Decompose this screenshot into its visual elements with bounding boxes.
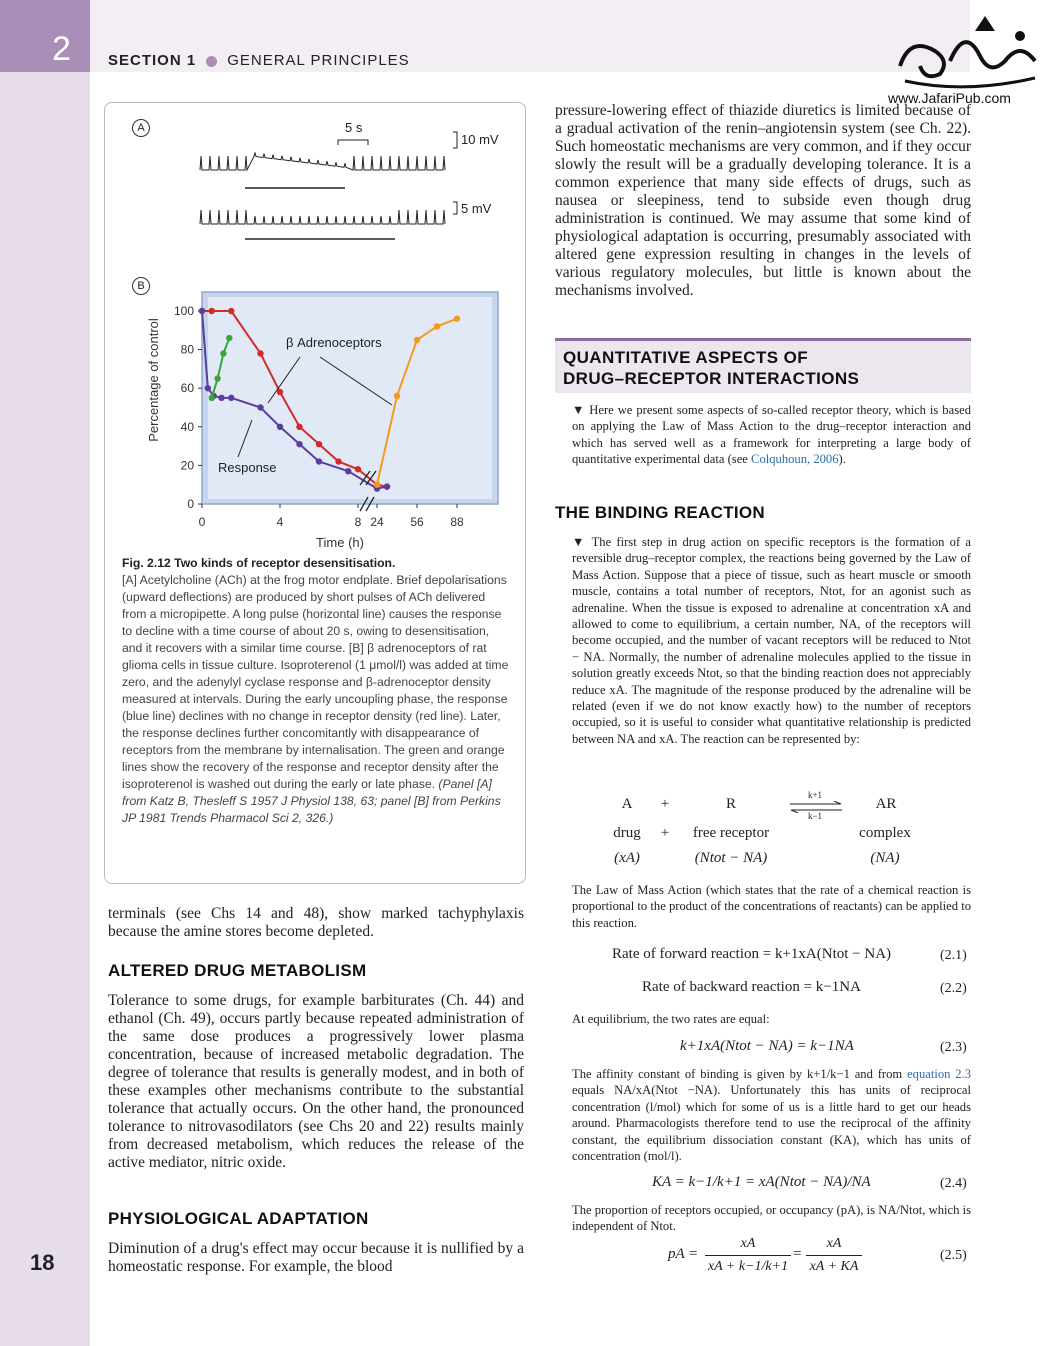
- data-point: [454, 316, 460, 322]
- label-response: Response: [218, 460, 277, 475]
- data-point: [316, 441, 322, 447]
- panel-a-label: A: [132, 119, 150, 137]
- y-tick-label: 0: [187, 497, 194, 511]
- x-tick-label: 24: [370, 515, 384, 529]
- label-adrenoceptors: β Adrenoceptors: [286, 335, 382, 350]
- trace-2: [200, 210, 445, 224]
- heading-binding-reaction: THE BINDING REACTION: [555, 503, 765, 522]
- equation-2-5-numerator-1: xA: [740, 1236, 756, 1251]
- figure-caption: [122, 555, 512, 827]
- heading-quantitative-box: [555, 338, 971, 393]
- x-ticks: [199, 504, 464, 529]
- scale-10mv-bar: [453, 132, 457, 148]
- data-point: [226, 335, 232, 341]
- equation-2-1-number: (2.1): [940, 948, 967, 963]
- scale-10mv: 10 mV: [461, 132, 499, 147]
- trace-1: [200, 152, 445, 170]
- paragraph-affinity: [572, 1066, 971, 1164]
- data-point: [355, 466, 361, 472]
- reaction-xa: (xA): [614, 850, 640, 866]
- data-point: [296, 441, 302, 447]
- y-tick-label: 20: [180, 458, 194, 473]
- reaction-a: A: [621, 796, 633, 812]
- paragraph-intro: [572, 402, 971, 468]
- x-tick-label: 8: [354, 515, 362, 529]
- affinity-text-1: The affinity constant of binding is given by k+1/k−1 and from: [572, 1067, 903, 1081]
- heading-quantitative-line1: QUANTITATIVE ASPECTS OF: [563, 348, 809, 367]
- equation-2-5-number: (2.5): [940, 1248, 967, 1263]
- heading-altered-metabolism: ALTERED DRUG METABOLISM: [108, 961, 367, 980]
- heading-quantitative-line2: DRUG–RECEPTOR INTERACTIONS: [563, 369, 860, 388]
- section-number: SECTION 1: [108, 52, 197, 69]
- data-point: [257, 404, 263, 410]
- paragraph-binding: ▼ The first step in drug action on specific receptors is the formation of a reversible drug–receptor complex, the reactions being governed by the Law of Mass Action. Suppose that a piece of tissue, such as heart muscle or smooth muscle, contains a total number of receptors, Ntot, for an agonist such as adrenaline. When the tissue is exposed to adrenaline at concentration xA and allowed to come to equilibrium, a certain number, NA, of the receptors will become occupied, and the number of vacant receptors will be reduced to Ntot − NA. Normally, the number of adrenaline molecules applied to the tissue in solution greatly exceeds Ntot, so that the binding reaction does not appreciably reduce xA. The magnitude of the response produced by the adrenaline will be related (even if we do not know exactly how) to the number of receptors occupied, so it is useful to consider what quantitative relationship is predicted between NA and xA. The reaction can be represented by:: [572, 535, 971, 746]
- section-label: [108, 52, 410, 69]
- reaction-complex: complex: [859, 825, 911, 841]
- equation-2-5-equals: =: [793, 1246, 802, 1262]
- data-point: [228, 308, 234, 314]
- y-tick-label: 100: [173, 304, 194, 318]
- equation-2-3: k+1xA(Ntot − NA) = k−1NA: [680, 1038, 854, 1054]
- data-point: [220, 350, 226, 356]
- equation-2-5-denominator-2: xA + KA: [809, 1259, 859, 1274]
- panel-b-chart: [140, 285, 520, 555]
- y-tick-label: 80: [180, 342, 194, 357]
- section-dot-icon: [206, 56, 217, 67]
- equation-2-5-denominator-1: xA + k−1/k+1: [707, 1259, 789, 1274]
- data-point: [335, 458, 341, 464]
- paragraph-homeostatic: pressure-lowering effect of thiazide diuretics is limited because of a gradual activation of the renin–angiotensin system (see Ch. 22). Such homeostatic mechanisms are very common, and if they occur slowly the result will be a gradually developing tolerance. It is a common experience that many side effects of drugs, such as nausea or sleepiness, tend to subside even though drug administration is continued. We may assume that some kind of physiological adaptation is occurring, presumably associated with altered gene expression resulting in changes in the levels of various regulatory molecules, but little is known about the mechanisms involved.: [555, 102, 971, 299]
- x-axis-label: Time (h): [316, 535, 364, 550]
- reaction-drug: drug: [613, 825, 641, 841]
- panel-a-traces: [195, 118, 515, 248]
- chapter-number: 2: [52, 30, 71, 68]
- data-point: [218, 395, 224, 401]
- reaction-plus-1: +: [660, 796, 670, 812]
- equation-2-3-number: (2.3): [940, 1040, 967, 1055]
- data-point: [209, 395, 215, 401]
- x-tick-label: 0: [198, 515, 206, 529]
- intro-reference-link[interactable]: Colquhoun, 2006: [751, 452, 839, 467]
- equation-2-3-link[interactable]: equation 2.3: [907, 1067, 972, 1081]
- y-ticks: [174, 304, 202, 511]
- scale-5mv-bar: [453, 202, 457, 214]
- page-number: 18: [30, 1250, 55, 1275]
- chapter-number-box: [0, 0, 90, 72]
- data-point: [277, 424, 283, 430]
- x-tick-label: 4: [276, 515, 284, 529]
- data-point: [257, 350, 263, 356]
- x-tick-label: 88: [450, 515, 464, 529]
- x-tick-label: 56: [410, 515, 424, 529]
- data-point: [345, 468, 351, 474]
- y-tick-label: 60: [180, 381, 194, 396]
- heading-physiological-adaptation: PHYSIOLOGICAL ADAPTATION: [108, 1209, 369, 1228]
- data-point: [199, 308, 205, 314]
- reaction-r: R: [725, 796, 736, 812]
- affinity-text-2: equals NA/xA(Ntot −NA). Unfortunately this has units of reciprocal concentration (l/mol) which for some of us is a little hard to get our heads around. Pharmacologists therefore tend to use the reciprocal of the affinity constant, the equilibrium dissociation constant (KA), which has units of concentration (mol/l).: [572, 1083, 971, 1164]
- data-point: [394, 393, 400, 399]
- data-point: [374, 482, 380, 488]
- paragraph-physiological: Diminution of a drug's effect may occur because it is nullified by a homeostatic response. For example, the blood: [108, 1240, 524, 1275]
- trace-2-path: [200, 210, 445, 224]
- y-tick-label: 40: [180, 419, 194, 434]
- panel-b-label: B: [132, 277, 150, 295]
- scale-5mv: 5 mV: [461, 201, 492, 216]
- paragraph-terminals: terminals (see Chs 14 and 48), show marked tachyphylaxis because the amine stores become depleted.: [108, 905, 524, 940]
- equation-2-5-lhs: pA =: [668, 1246, 699, 1262]
- paragraph-equilibrium: At equilibrium, the two rates are equal:: [572, 1012, 770, 1026]
- equation-2-4: KA = k−1/k+1 = xA(Ntot − NA)/NA: [652, 1174, 871, 1190]
- intro-text: ▼ Here we present some aspects of so-called receptor theory, which is based on applying the Law of Mass Action to the drug–receptor interaction and which has served well as a framework for interpreting a large body of quantitative experimental data (see: [572, 403, 971, 467]
- data-point: [316, 458, 322, 464]
- equation-2-5-fraction-bar-1: [705, 1255, 791, 1256]
- equation-2-1: Rate of forward reaction = k+1xA(Ntot − NA): [612, 946, 892, 962]
- data-point: [296, 424, 302, 430]
- data-point: [384, 483, 390, 489]
- reaction-plus-2: +: [660, 825, 670, 841]
- equation-2-5-numerator-2: xA: [826, 1236, 842, 1251]
- publisher-website: www.JafariPub.com: [888, 90, 1011, 106]
- reaction-k-forward: k+1: [807, 790, 823, 800]
- data-point: [205, 385, 211, 391]
- data-point: [209, 308, 215, 314]
- caption-title: Fig. 2.12 Two kinds of receptor desensitisation.: [122, 556, 396, 570]
- intro-end: ).: [838, 452, 846, 467]
- equation-2-4-number: (2.4): [940, 1176, 967, 1191]
- paragraph-metabolism: Tolerance to some drugs, for example barbiturates (Ch. 44) and ethanol (Ch. 49), occurs partly because repeated administration of the same dose produces a progressively lower plasma concentration, because of increased metabolic degradation. The degree of tolerance that results is generally modest, and in both of these examples other mechanisms contribute to the substantial tolerance that actually occurs. On the other hand, the pronounced tolerance to nitrovasodilators (see Chs 20 and 22) results mainly from decreased metabolism, which reduces the release of the active mediator, nitric oxide.: [108, 992, 524, 1171]
- publisher-logo: [880, 6, 1050, 96]
- equation-2-5-fraction-bar-2: [806, 1255, 862, 1256]
- reaction-k-backward: k−1: [807, 811, 823, 821]
- heading-quantitative: [563, 347, 859, 389]
- data-point: [434, 323, 440, 329]
- scale-5s: 5 s: [345, 120, 363, 135]
- scale-5s-bar: [338, 140, 368, 145]
- data-point: [228, 395, 234, 401]
- caption-body: [A] Acetylcholine (ACh) at the frog motor endplate. Brief depolarisations (upward deflections) are produced by short pulses of ACh delivered from a micropipette. A long pulse (horizontal line) causes the response to decline with a time course of about 20 s, owing to desensitisation, and it recovers with a similar time course. [B] β adrenoceptors of rat glioma cells in tissue culture. Isoproterenol (1 μmol/l) was added at time zero, and the adenylyl cyclase response and β-adrenoceptor density measured at intervals. During the early uncoupling phase, the response (blue line) declines with no change in receptor density (red line). Later, the response declines further concomitantly with disappearance of receptors from the membrane by internalisation. The green and orange lines show the recovery of the response and receptor density after the isoproterenol is washed out during the early or late phase.: [122, 573, 509, 791]
- section-title: GENERAL PRINCIPLES: [227, 52, 410, 69]
- trace-1-path: [200, 152, 445, 170]
- caption-reference: (Panel [A] from Katz B, Thesleff S 1957 J Physiol 138, 63; panel [B] from Perkins JP 1981 Trends Pharmacol Sci 2, 326.): [122, 777, 501, 825]
- reaction-na: (NA): [870, 850, 900, 866]
- chapter-sidebar: [0, 0, 90, 1346]
- data-point: [414, 337, 420, 343]
- equation-2-2: Rate of backward reaction = k−1NA: [642, 979, 861, 995]
- paragraph-law-mass-action: The Law of Mass Action (which states that the rate of a chemical reaction is proportional to the product of the concentrations of reactants) can be applied to this reaction.: [572, 883, 971, 930]
- data-point: [214, 375, 220, 381]
- reaction-nfree: (Ntot − NA): [694, 850, 768, 866]
- reaction-ar: AR: [875, 796, 897, 812]
- equation-2-2-number: (2.2): [940, 981, 967, 996]
- y-axis-label: Percentage of control: [146, 318, 161, 442]
- paragraph-occupancy: The proportion of receptors occupied, or occupancy (pA), is NA/Ntot, which is independent of Ntot.: [572, 1203, 971, 1234]
- reaction-free-receptor: free receptor: [692, 825, 770, 841]
